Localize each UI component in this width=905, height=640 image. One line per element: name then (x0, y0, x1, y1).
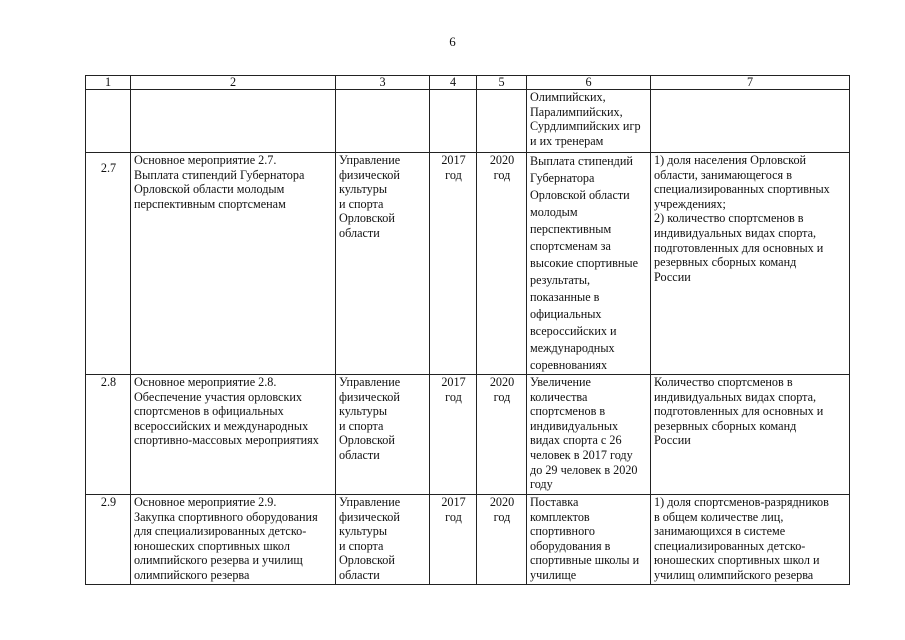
row-number-cell: 2.9 (86, 495, 131, 585)
cell-line: в общем количестве лиц, (654, 509, 784, 524)
cell-line: высокие спортивные (530, 256, 639, 270)
cell-line: оборудования в (530, 538, 611, 553)
executor-cell (336, 153, 430, 375)
cell-line: юношеских спортивных школ (134, 538, 290, 553)
table-row (86, 153, 850, 375)
indicators-cell (651, 375, 850, 495)
event-cell (131, 495, 336, 585)
cell-line: спортсменов в официальных (134, 404, 284, 419)
cell-line: Обеспечение участия орловских (134, 389, 303, 404)
cell-line: количества (530, 389, 588, 404)
cell-line: Управление (339, 375, 401, 389)
cell-line: человек в 2017 году (530, 447, 633, 462)
table-row (86, 375, 850, 495)
result-cell (527, 375, 651, 495)
end-year-cell (477, 375, 527, 495)
column-number: 3 (336, 76, 430, 90)
table-row (86, 90, 850, 153)
cell-line: юношеских спортивных школ и (654, 553, 820, 568)
cell-line: Сурдлимпийских игр (530, 119, 641, 134)
row-number-cell: 2.7 (86, 153, 131, 375)
cell-line: и спорта (339, 196, 384, 211)
cell-line: Олимпийских, (530, 90, 606, 104)
indicators-cell (651, 153, 850, 375)
cell-line: 2020 (489, 153, 515, 167)
cell-line: и спорта (339, 538, 384, 553)
cell-line: Закупка спортивного оборудования (134, 509, 318, 524)
column-number-row (86, 76, 850, 90)
cell-line: культуры (339, 182, 388, 197)
row-number-cell (86, 90, 131, 153)
executor-cell (336, 495, 430, 585)
cell-line: видах спорта с 26 (530, 433, 622, 448)
cell-line: индивидуальных видах спорта, (654, 389, 817, 404)
cell-line: 1) доля спортсменов-разрядников (654, 495, 829, 509)
cell-line: области (339, 225, 380, 240)
start-year-cell (430, 375, 477, 495)
cell-line: перспективным (530, 222, 612, 236)
cell-line: всероссийских и (530, 324, 617, 338)
cell-line: до 29 человек в 2020 (530, 462, 638, 477)
cell-line: Губернатора (530, 171, 595, 185)
cell-line: специализированных спортивных (654, 182, 830, 197)
cell-line: области (339, 447, 380, 462)
cell-line: Поставка (530, 495, 579, 509)
cell-line: 1) доля населения Орловской (654, 153, 807, 167)
cell-line: перспективным спортсменам (134, 196, 286, 211)
cell-line: подготовленных для основных и (654, 240, 824, 255)
end-year-cell (477, 153, 527, 375)
event-cell (131, 153, 336, 375)
column-number: 5 (477, 76, 527, 90)
cell-line: Орловской (339, 433, 395, 448)
cell-line: резервных сборных команд (654, 418, 797, 433)
cell-line: результаты, (530, 273, 591, 287)
cell-line: Количество спортсменов в (654, 375, 793, 389)
cell-line: индивидуальных видах спорта, (654, 225, 817, 240)
cell-line: для специализированных детско- (134, 524, 307, 539)
cell-line: год (445, 509, 462, 524)
column-number: 1 (86, 76, 131, 90)
start-year-cell (430, 495, 477, 585)
indicators-cell (651, 495, 850, 585)
cell-line: Орловской (339, 553, 395, 568)
cell-line: Управление (339, 153, 401, 167)
cell-line: Увеличение (530, 375, 591, 389)
cell-line: Выплата стипендий Губернатора (134, 167, 305, 182)
cell-line: области (339, 567, 380, 582)
indicators-cell (651, 90, 850, 153)
event-cell (131, 375, 336, 495)
cell-line: резервных сборных команд (654, 255, 797, 270)
end-year-cell (477, 495, 527, 585)
cell-line: Выплата стипендий (530, 154, 633, 168)
column-number: 2 (131, 76, 336, 90)
cell-line: спортсменам за (530, 239, 611, 253)
cell-line: год (493, 167, 511, 182)
cell-line: индивидуальных (530, 418, 619, 433)
end-year-cell (477, 90, 527, 153)
cell-line: комплектов (530, 509, 590, 524)
cell-line: спортивно-массовых мероприятиях (134, 433, 319, 448)
row-number-cell: 2.8 (86, 375, 131, 495)
cell-line: Паралимпийских, (530, 104, 623, 119)
start-year-cell (430, 153, 477, 375)
cell-line: Основное мероприятие 2.8. (134, 375, 277, 389)
cell-line: специализированных детско- (654, 538, 806, 553)
cell-line: Орловской (339, 211, 395, 226)
cell-line: и их тренерам (530, 133, 604, 148)
cell-line: 2) количество спортсменов в (654, 211, 804, 226)
program-events-table (85, 75, 850, 585)
result-cell (527, 495, 651, 585)
cell-line: год (445, 389, 462, 404)
cell-line: России (654, 433, 691, 448)
cell-line: училище (530, 567, 577, 582)
cell-line: 2017 (441, 375, 466, 389)
cell-line: году (530, 477, 553, 492)
cell-line: Основное мероприятие 2.7. (134, 153, 277, 167)
start-year-cell (430, 90, 477, 153)
column-number: 7 (651, 76, 850, 90)
event-cell (131, 90, 336, 153)
cell-line: 2017 (441, 153, 466, 167)
cell-line: соревнованиях (530, 358, 608, 372)
cell-line: олимпийского резерва и училищ (134, 553, 303, 568)
cell-line: и спорта (339, 418, 384, 433)
cell-line: занимающихся в системе (654, 524, 786, 539)
cell-line: области, занимающегося в (654, 167, 792, 182)
cell-line: 2020 (489, 495, 515, 509)
cell-line: Основное мероприятие 2.9. (134, 495, 277, 509)
cell-line: всероссийских и международных (134, 418, 309, 433)
column-number: 6 (527, 76, 651, 90)
cell-line: олимпийского резерва (134, 567, 250, 582)
page-number: 6 (449, 34, 456, 49)
cell-line: физической (339, 167, 400, 182)
cell-line: Управление (339, 495, 401, 509)
executor-cell (336, 375, 430, 495)
cell-line: спортивного (530, 524, 595, 539)
cell-line: 2020 (489, 375, 515, 389)
cell-line: Орловской области молодым (134, 182, 285, 197)
cell-line: России (654, 269, 691, 284)
cell-line: Орловской области (530, 188, 630, 202)
cell-line: культуры (339, 524, 388, 539)
cell-line: показанные в (530, 290, 600, 304)
cell-line: физической (339, 509, 400, 524)
result-cell (527, 90, 651, 153)
executor-cell (336, 90, 430, 153)
table-row (86, 495, 850, 585)
cell-line: международных (530, 341, 615, 355)
cell-line: подготовленных для основных и (654, 404, 824, 419)
cell-line: официальных (530, 307, 602, 321)
cell-line: 2017 (441, 495, 466, 509)
cell-line: училищ олимпийского резерва (654, 567, 814, 582)
cell-line: год (493, 389, 511, 404)
cell-line: спортивные школы и (530, 553, 640, 568)
cell-line: молодым (530, 205, 578, 219)
cell-line: учреждениях; (654, 196, 726, 211)
column-number: 4 (430, 76, 477, 90)
cell-line: спортсменов в (530, 404, 606, 419)
cell-line: культуры (339, 404, 388, 419)
result-cell (527, 153, 651, 375)
cell-line: год (445, 167, 462, 182)
cell-line: физической (339, 389, 400, 404)
cell-line: год (493, 509, 511, 524)
